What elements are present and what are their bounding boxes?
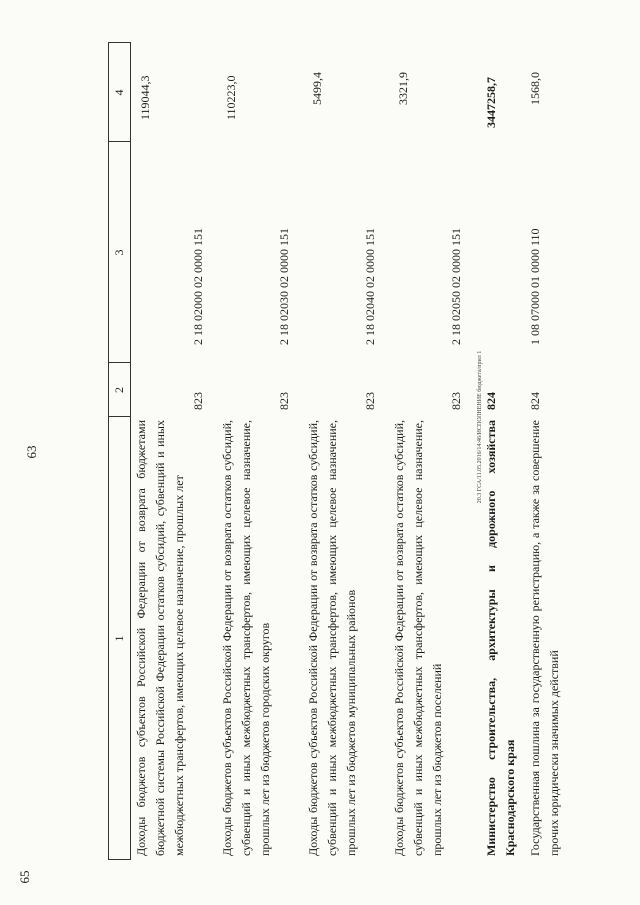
row-3-value: 3321,9: [396, 72, 410, 105]
row-2-admin: 823: [363, 392, 377, 410]
row-1-admin: 823: [277, 392, 291, 410]
row-5-value: 1568,0: [528, 72, 542, 105]
row-0-value: 119044,3: [138, 75, 152, 120]
header-col-3: 3: [112, 249, 126, 256]
row-1-value: 110223,0: [224, 75, 238, 120]
row-3-name: Доходы бюджетов субъектов Российской Федерации от возврата остатков субсидий, субвенций и иных межбюджетных трансфертов, имеющих целевое назначение, прошлых лет из бюджетов поселений: [392, 420, 444, 856]
row-4-admin: 824: [484, 392, 498, 410]
rotated-table: [108, 42, 620, 860]
row-2-name: Доходы бюджетов субъектов Российской Федерации от возврата остатков субсидий, субвенций и иных межбюджетных трансфертов, имеющих целевое назначение, прошлых лет из бюджетов муниципальных районов: [306, 420, 358, 856]
header-col-2: 2: [112, 387, 126, 393]
header-col-4: 4: [112, 89, 126, 96]
row-1-code: 2 18 02030 02 0000 151: [277, 228, 291, 345]
table-grid: [108, 42, 620, 860]
document-stamp: 20.3 ГСА/11.05.2016/14:46/ИСПОЛНЕНИЕ бюджета/прил 1: [477, 350, 483, 504]
row-5-admin: 824: [528, 392, 542, 410]
row-3-admin: 823: [449, 392, 463, 410]
row-1-name: Доходы бюджетов субъектов Российской Федерации от возврата остатков субсидий, субвенций и иных межбюджетных трансфертов, имеющих целевое назначение, прошлых лет из бюджетов городских округов: [220, 420, 272, 856]
row-2-code: 2 18 02040 02 0000 151: [363, 228, 377, 345]
row-2-value: 5499,4: [310, 72, 324, 105]
page-number-side: 65: [17, 870, 32, 884]
row-0-code: 2 18 02000 02 0000 151: [191, 228, 205, 345]
header-col-1: 1: [112, 635, 126, 642]
row-4-value: 3447258,7: [484, 77, 498, 128]
row-0-name: Доходы бюджетов субъектов Российской Федерации от возврата бюджетами бюджетной системы Российской Федерации остатков субсидий, субвенций и иных межбюджетных трансфертов, имеющих целевое назначение, прошлых лет: [134, 420, 186, 856]
row-4-name: Министерство строительства, архитектуры и дорожного хозяйства Краснодарского края: [484, 420, 517, 856]
row-5-name: Государственная пошлина за государственную регистрацию, а также за совершение прочих юридически значимых действий: [528, 420, 561, 856]
page-number-top: 63: [24, 445, 39, 459]
row-3-code: 2 18 02050 02 0000 151: [449, 228, 463, 345]
row-5-code: 1 08 07000 01 0000 110: [528, 228, 542, 345]
header-bottom-border: [130, 42, 131, 860]
row-0-admin: 823: [191, 392, 205, 410]
